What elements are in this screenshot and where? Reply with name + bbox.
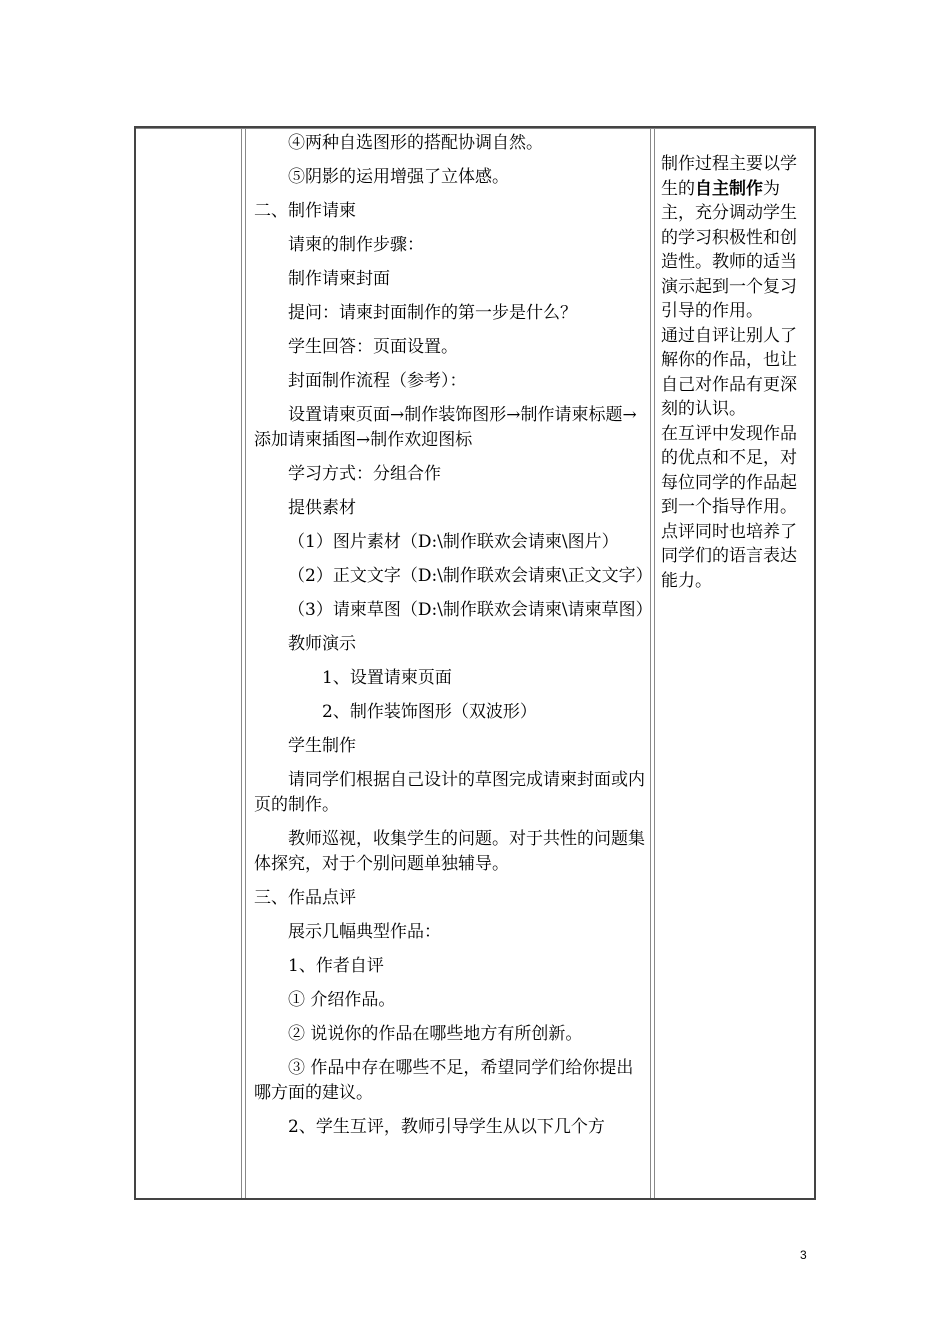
text-line: 学生回答：页面设置。 <box>288 337 458 357</box>
text-line: 1、作者自评 <box>288 956 384 976</box>
text-line: 封面制作流程（参考）： <box>288 371 467 391</box>
text-line: 制作请柬封面 <box>288 269 390 289</box>
material-item: （1）图片素材（D:\制作联欢会请柬\图片） <box>288 532 619 552</box>
text-line: ③ 作品中存在哪些不足，希望同学们给你提出哪方面的建议。 <box>254 1058 634 1103</box>
text-line: 展示几幅典型作品： <box>288 922 441 942</box>
lesson-table <box>134 126 816 1200</box>
note-emphasis: 自主制作 <box>695 178 763 199</box>
section-heading: 二、制作请柬 <box>254 201 356 221</box>
text-line: ② 说说你的作品在哪些地方有所创新。 <box>288 1024 583 1044</box>
note-paragraph: 在互评中发现作品的优点和不足，对每位同学的作品起到一个指导作用。 <box>661 423 797 517</box>
text-line: 2、学生互评，教师引导学生从以下几个方 <box>288 1117 605 1137</box>
text-line: ① 介绍作品。 <box>288 990 396 1010</box>
note-text: 制作过程主要以学生的 <box>661 154 797 199</box>
column-divider <box>654 128 655 1198</box>
column-divider <box>650 128 651 1198</box>
text-line: 请柬的制作步骤： <box>288 235 424 255</box>
teaching-process-column <box>254 131 653 1149</box>
note-text: 为主，充分调动学生的学习积极性和创造性。教师的适当演示起到一个复习引导的作用。 <box>661 178 797 321</box>
text-line: 学习方式：分组合作 <box>288 464 441 484</box>
text-line: 教师巡视，收集学生的问题。对于共性的问题集体探究，对于个别问题单独辅导。 <box>254 829 645 874</box>
section-heading: 三、作品点评 <box>254 888 356 908</box>
text-line: 请同学们根据自己设计的草图完成请柬封面或内页的制作。 <box>254 770 645 815</box>
text-line: ④两种自选图形的搭配协调自然。 <box>288 133 543 153</box>
note-paragraph: 通过自评让别人了解你的作品，也让自己对作品有更深刻的认识。 <box>661 325 797 419</box>
note-paragraph <box>661 152 813 324</box>
column-divider <box>245 128 246 1198</box>
text-line: 提供素材 <box>288 498 356 518</box>
table-top-rule <box>136 128 814 129</box>
design-intent-column <box>661 152 813 593</box>
text-line: 设置请柬页面→制作装饰图形→制作请柬标题→添加请柬插图→制作欢迎图标 <box>254 405 637 450</box>
text-line: 1、设置请柬页面 <box>322 668 452 688</box>
column-divider <box>241 128 242 1198</box>
page-number: 3 <box>800 1248 807 1262</box>
text-line: 提问：请柬封面制作的第一步是什么？ <box>288 303 577 323</box>
text-line: 学生制作 <box>288 736 356 756</box>
note-paragraph: 点评同时也培养了同学们的语言表达能力。 <box>661 521 797 591</box>
material-item: （3）请柬草图（D:\制作联欢会请柬\请柬草图） <box>288 600 653 620</box>
text-line: ⑤阴影的运用增强了立体感。 <box>288 167 509 187</box>
text-line: 2、制作装饰图形（双波形） <box>322 702 537 722</box>
text-line: 教师演示 <box>288 634 356 654</box>
material-item: （2）正文文字（D:\制作联欢会请柬\正文文字） <box>288 566 653 586</box>
